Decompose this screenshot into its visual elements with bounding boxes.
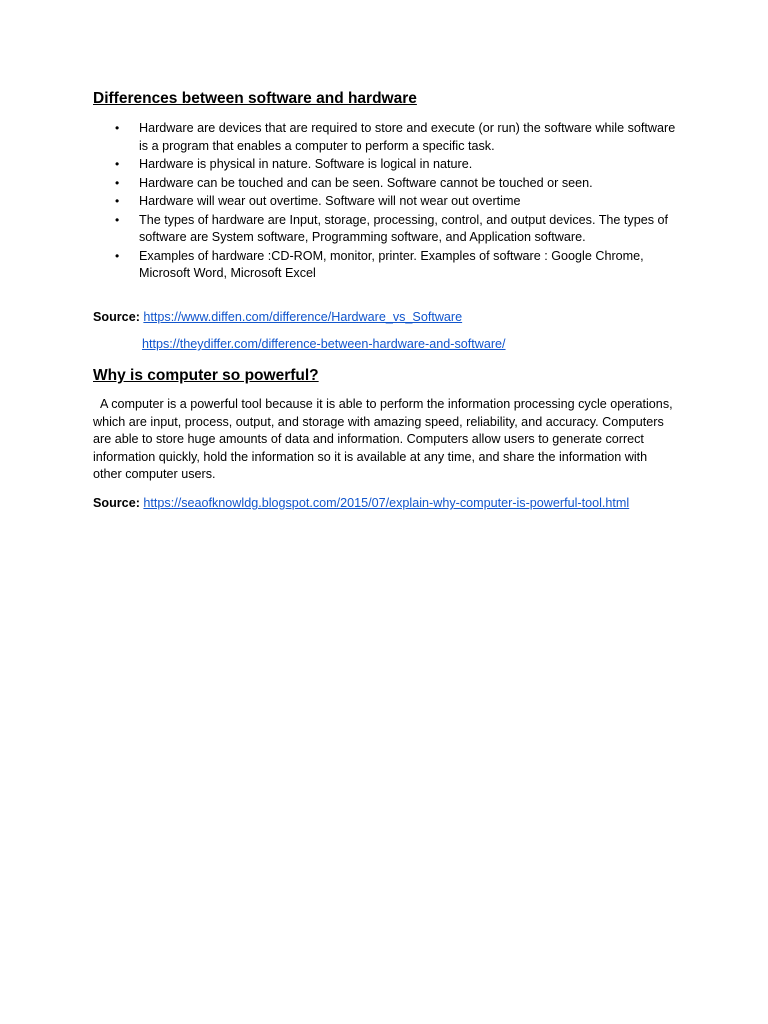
source-line-powerful	[93, 495, 629, 513]
bullet-icon: •	[115, 194, 120, 208]
source-line-theydiffer	[142, 336, 506, 354]
source-label: Source:	[93, 310, 140, 324]
section-heading-differences: Differences between software and hardware	[93, 90, 417, 107]
source-link-seaofknowldg[interactable]: https://seaofknowldg.blogspot.com/2015/07/explain-why-computer-is-powerful-tool.html	[143, 496, 630, 510]
list-item-text: The types of hardware are Input, storage, processing, control, and output devices. The types of software are System software, Programming software, and Application software.	[139, 212, 669, 244]
list-item	[115, 248, 684, 283]
bullet-icon: •	[115, 121, 120, 135]
bullet-icon: •	[115, 212, 120, 227]
list-item	[115, 175, 684, 193]
powerful-paragraph: A computer is a powerful tool because it is able to perform the information processing cycle operations, which are input, process, output, and storage with amazing speed, reliability, and accuracy. Computers are able to store huge amounts of data and information. Computers allow users to generate correct information quickly, hold the information so it is available at any time, and share the information with other computer users.	[93, 397, 673, 481]
source-line-differences	[93, 309, 462, 327]
bullet-icon: •	[115, 248, 120, 263]
list-item	[115, 120, 684, 155]
list-item-text: Hardware will wear out overtime. Software will not wear out overtime	[139, 194, 521, 208]
bullet-icon: •	[115, 175, 120, 190]
list-item	[115, 156, 684, 174]
bullet-icon: •	[115, 157, 120, 171]
list-item-text: Hardware are devices that are required to store and execute (or run) the software while software is a program that enables a computer to perform a specific task.	[139, 121, 676, 153]
list-item	[115, 193, 684, 211]
source-link-diffen[interactable]: https://www.diffen.com/difference/Hardware_vs_Software	[143, 310, 463, 324]
list-item-text: Hardware is physical in nature. Software is logical in nature.	[139, 157, 473, 171]
list-item-text: Examples of hardware :CD-ROM, monitor, printer. Examples of software : Google Chrome, Microsoft Word, Microsoft Excel	[139, 248, 644, 280]
source-link-theydiffer[interactable]: https://theydiffer.com/difference-between-hardware-and-software/	[142, 337, 506, 351]
list-item	[115, 212, 684, 247]
differences-bullet-list	[115, 120, 684, 284]
section-heading-powerful: Why is computer so powerful?	[93, 367, 319, 384]
list-item-text: Hardware can be touched and can be seen. Software cannot be touched or seen.	[139, 175, 593, 190]
source-label: Source:	[93, 496, 140, 510]
